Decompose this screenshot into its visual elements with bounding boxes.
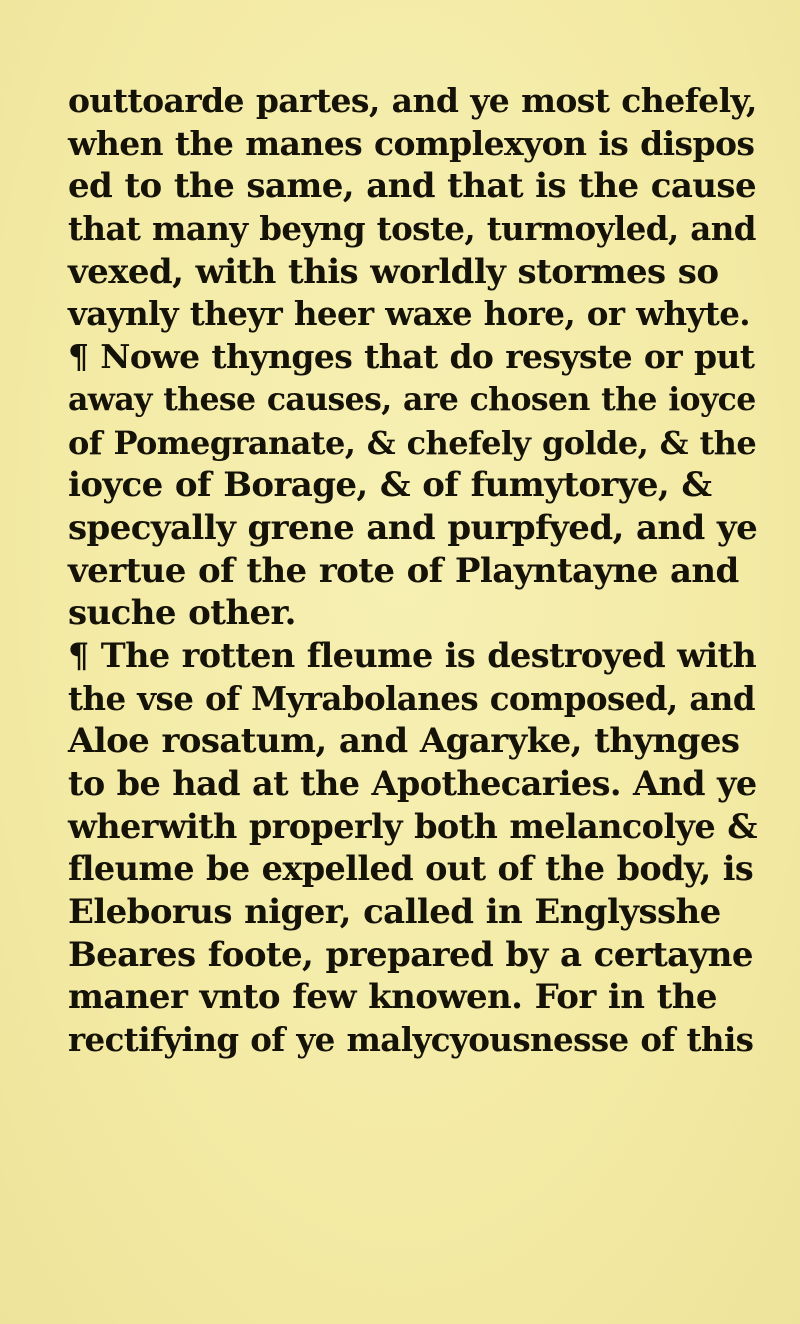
text-line: outtoarde partes, and ye most chefely,	[68, 81, 757, 120]
text-line: that many beyng toste, turmoyled, and	[68, 209, 756, 249]
text-line: ¶ The rotten fleume is destroyed with	[68, 635, 757, 675]
text-line: to be had at the Apothecaries. And ye	[68, 764, 757, 803]
text-line: maner vnto few knowen. For in the	[68, 977, 717, 1018]
text-line: wherwith properly both melancolye &	[68, 806, 757, 846]
text-line: Beares foote, prepared by a certayne	[68, 934, 753, 975]
text-line: vaynly theyr heer waxe hore, or whyte.	[68, 294, 751, 334]
text-line: fleume be expelled out of the body, is	[68, 849, 754, 889]
text-line: ioyce of Borage, & of fumytorye, &	[68, 465, 712, 506]
text-line: of Pomegranate, & chefely golde, & the	[68, 423, 757, 462]
text-line: when the manes complexyon is dispos	[68, 123, 755, 163]
text-line: suche other.	[68, 593, 296, 634]
text-line: away these causes, are chosen the ioyce	[68, 380, 756, 418]
text-line: ¶ Nowe thynges that do resyste or put	[68, 337, 755, 377]
text-line: specyally grene and purpfyed, and ye	[68, 507, 758, 548]
text-line: vexed, with this worldly stormes so	[68, 251, 719, 292]
text-line: ed to the same, and that is the cause	[68, 166, 756, 207]
text-line: Aloe rosatum, and Agaryke, thynges	[68, 721, 740, 762]
body-text	[68, 80, 758, 1062]
text-line: vertue of the rote of Playntayne and	[68, 550, 739, 591]
text-line: rectifying of ye malycyousnesse of this	[68, 1020, 754, 1060]
text-line: Eleborus niger, called in Englysshe	[68, 892, 721, 933]
text-line: the vse of Myrabolanes composed, and	[68, 678, 755, 718]
